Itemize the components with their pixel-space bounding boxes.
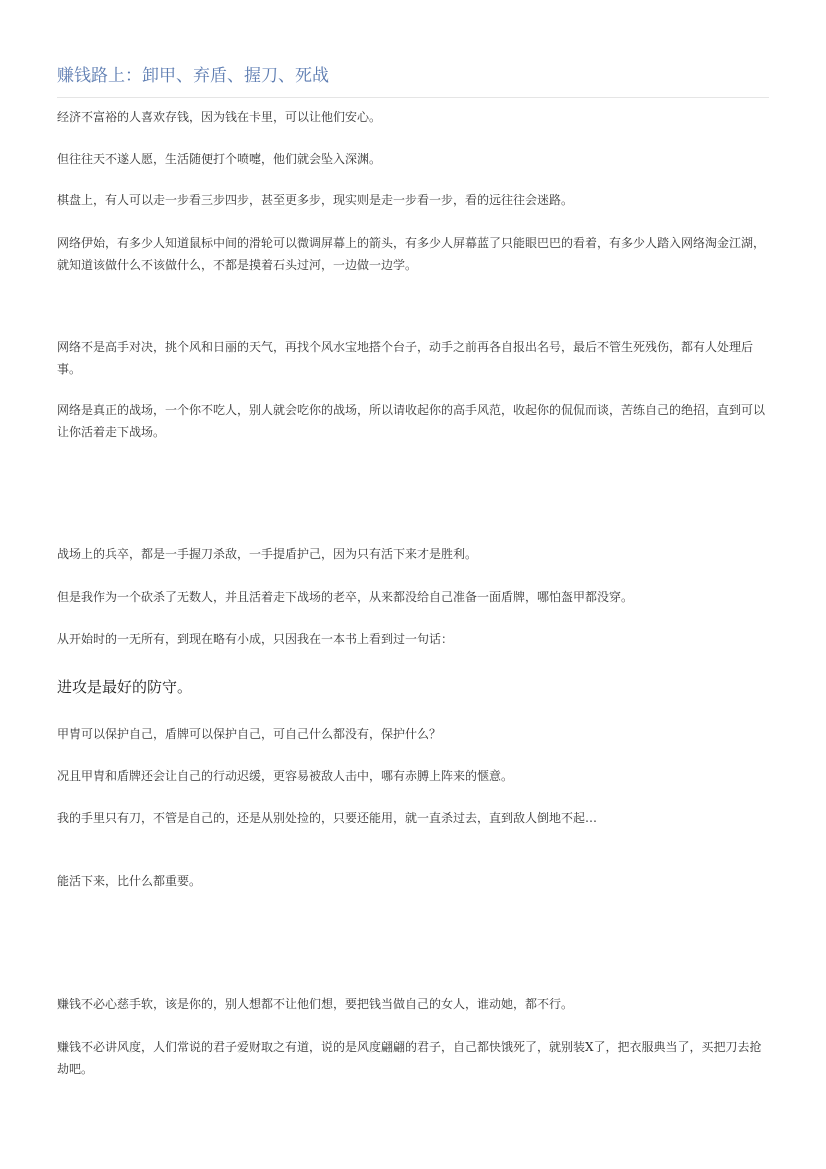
paragraph: 赚钱不必讲风度，人们常说的君子爱财取之有道，说的是风度翩翩的君子，自己都快饿死了，就别装X了，把衣服典当了，买把刀去抢劫吧。 [57, 1040, 762, 1076]
paragraph: 赚钱不必心慈手软，该是你的，别人想都不让他们想，要把钱当做自己的女人，谁动她，都不行。 [57, 997, 574, 1011]
quote-paragraph: 进攻是最好的防守。 [57, 678, 193, 696]
paragraph: 网络是真正的战场，一个你不吃人，别人就会吃你的战场，所以请收起你的高手风范，收起你的侃侃而谈，苦练自己的绝招，直到可以让你活着走下战场。 [57, 403, 766, 439]
paragraph: 况且甲胄和盾牌还会让自己的行动迟缓，更容易被敌人击中，哪有赤膊上阵来的惬意。 [57, 769, 514, 783]
paragraph: 但往往天不遂人愿，生活随便打个喷嚏，他们就会坠入深渊。 [57, 152, 382, 166]
paragraph: 网络不是高手对决，挑个风和日丽的天气，再找个风水宝地搭个台子，动手之前再各自报出名号，最后不管生死残伤，都有人处理后事。 [57, 340, 754, 376]
paragraph: 我的手里只有刀，不管是自己的，还是从别处捡的，只要还能用，就一直杀过去，直到敌人倒地不起… [57, 811, 598, 825]
paragraph: 能活下来，比什么都重要。 [57, 874, 202, 888]
paragraph: 经济不富裕的人喜欢存钱，因为钱在卡里，可以让他们安心。 [57, 110, 382, 124]
paragraph: 从开始时的一无所有，到现在略有小成，只因我在一本书上看到过一句话： [57, 632, 454, 646]
article-title: 赚钱路上：卸甲、弃盾、握刀、死战 [57, 66, 329, 86]
paragraph: 棋盘上，有人可以走一步看三步四步，甚至更多步，现实则是走一步看一步，看的远往往会迷路。 [57, 193, 574, 207]
paragraph: 但是我作为一个砍杀了无数人，并且活着走下战场的老卒，从来都没给自己准备一面盾牌，哪怕盔甲都没穿。 [57, 590, 634, 604]
paragraph: 网络伊始，有多少人知道鼠标中间的滑轮可以微调屏幕上的箭头，有多少人屏幕蓝了只能眼巴巴的看着，有多少人踏入网络淘金江湖，就知道该做什么不该做什么，不都是摸着石头过河，一边做一边学。 [57, 236, 766, 272]
title-divider [57, 97, 769, 98]
paragraph: 战场上的兵卒，都是一手握刀杀敌，一手提盾护己，因为只有活下来才是胜利。 [57, 547, 478, 561]
paragraph: 甲胄可以保护自己，盾牌可以保护自己，可自己什么都没有，保护什么？ [57, 727, 442, 741]
